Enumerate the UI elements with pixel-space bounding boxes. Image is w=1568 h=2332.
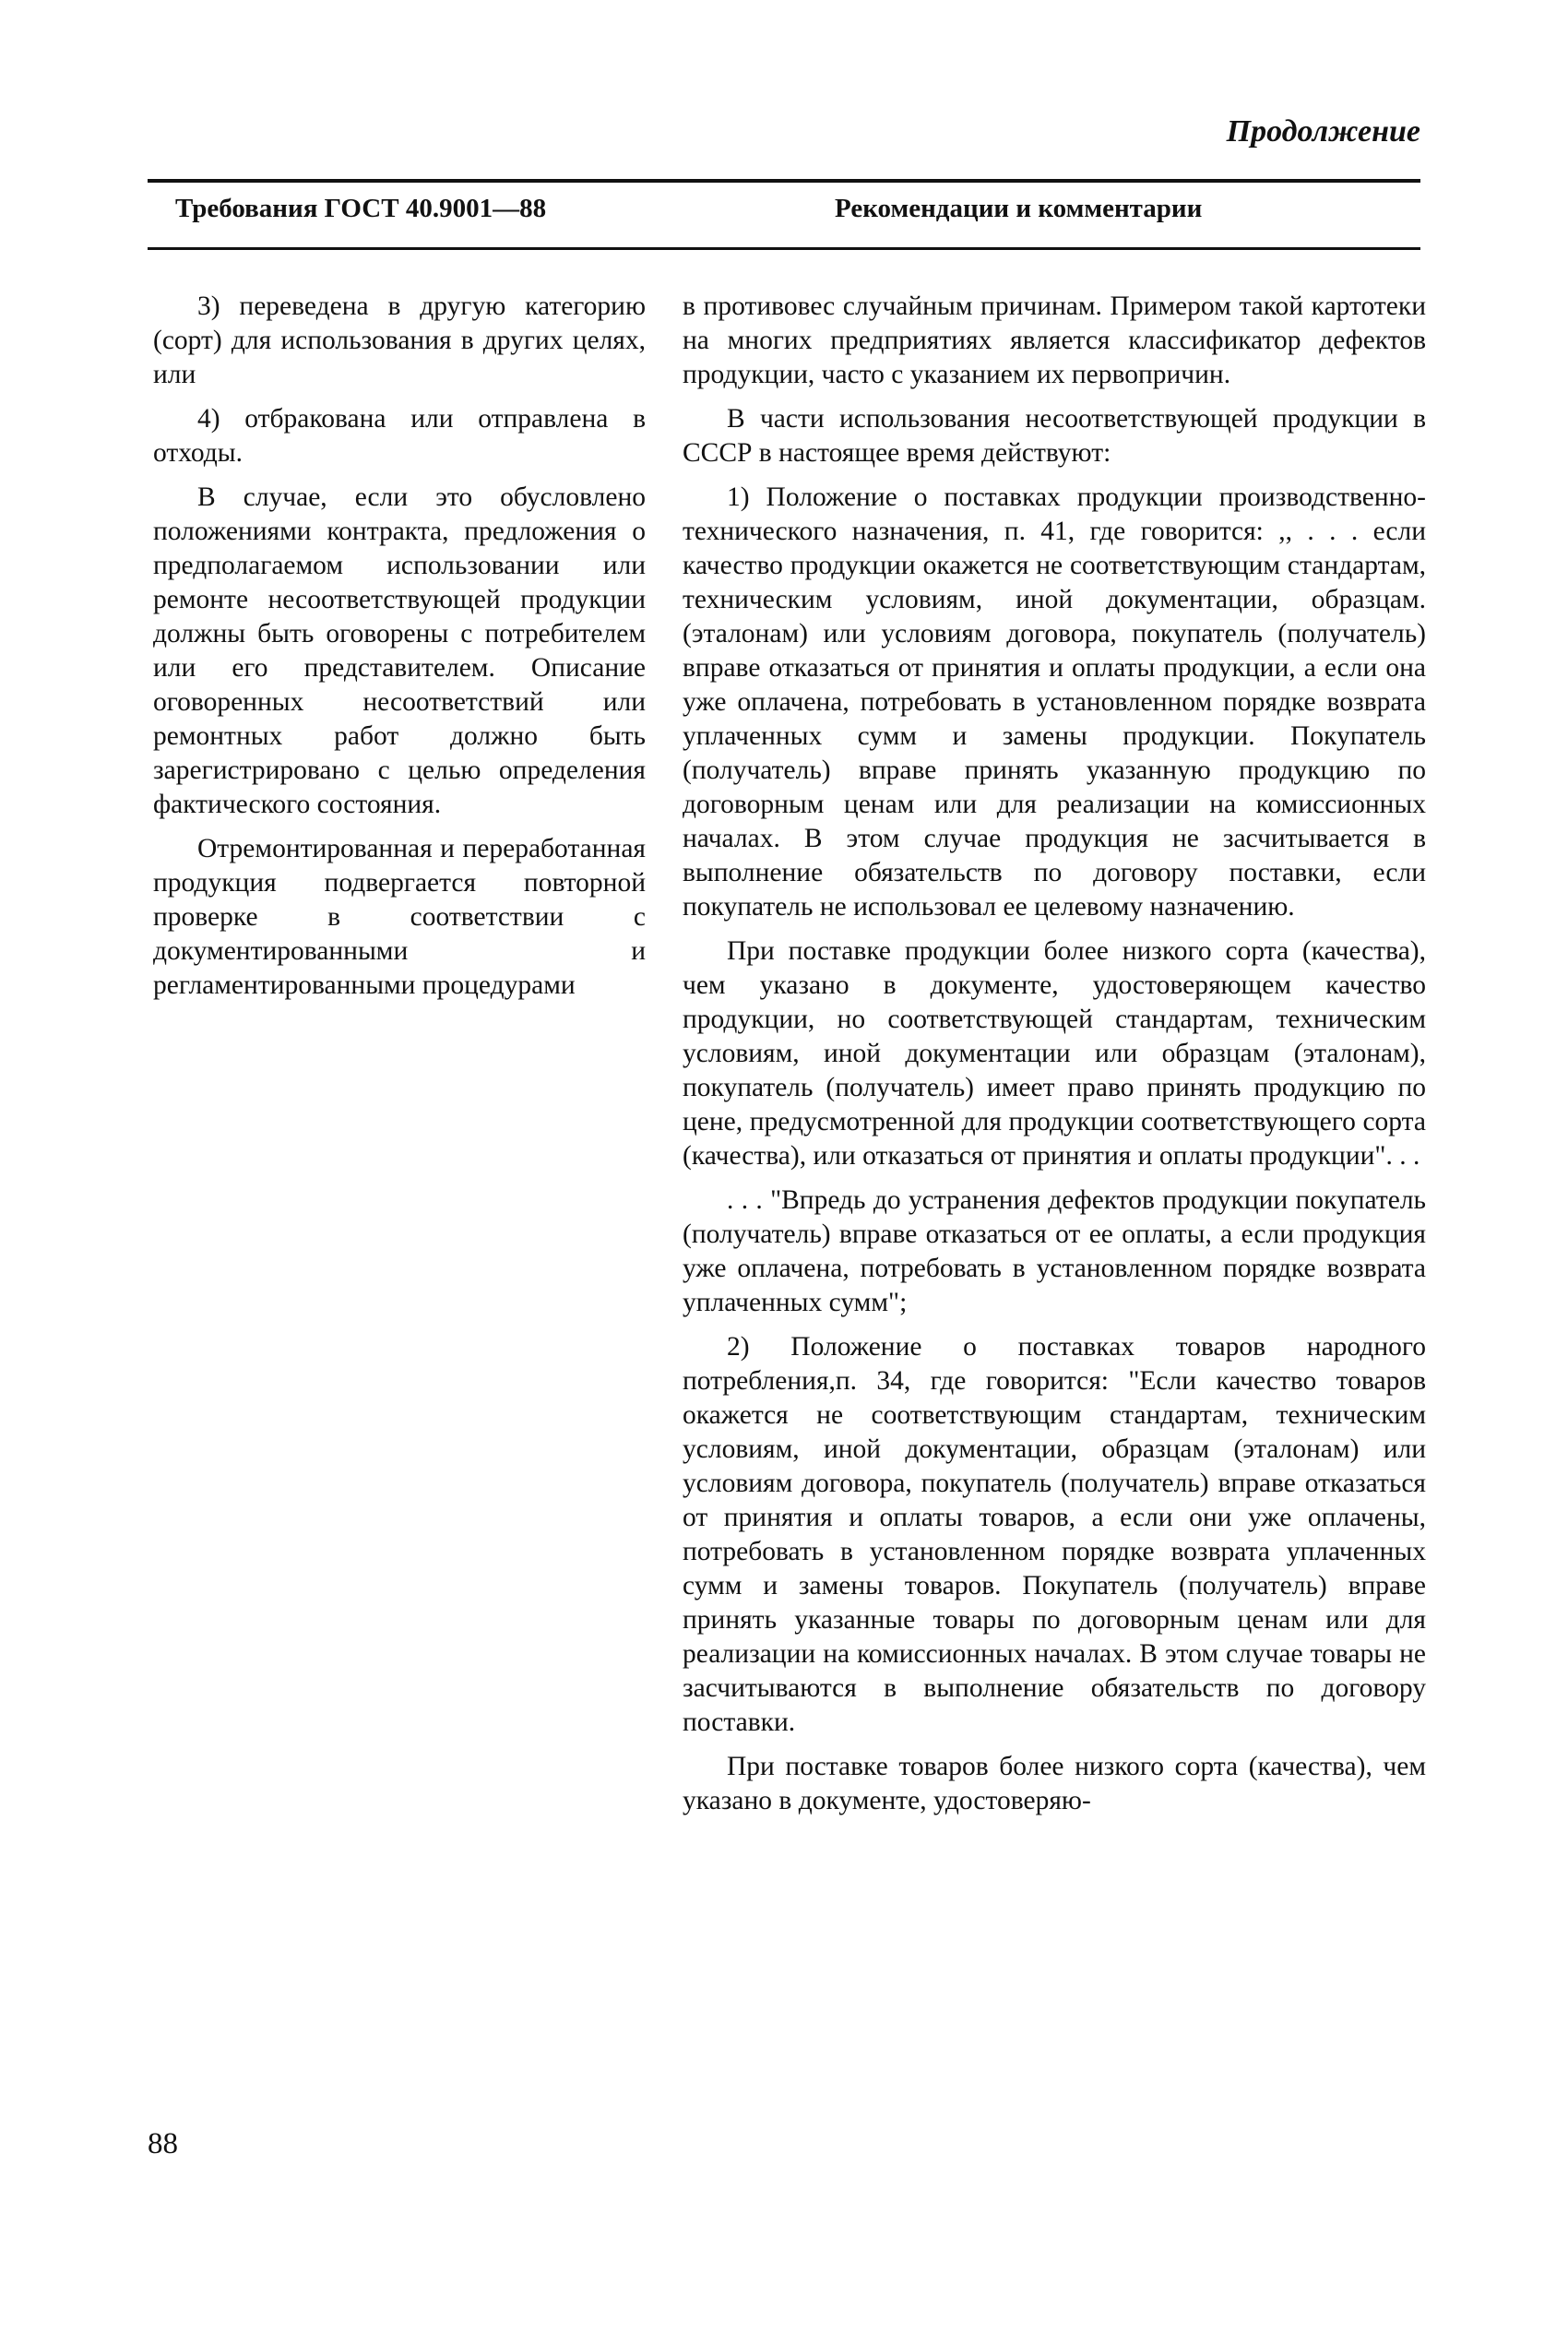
right-paragraph-7: При поставке товаров более низкого сорта (качества), чем указано в документе, удостоверяю- (683, 1752, 1426, 1815)
requirements-column (153, 290, 646, 1013)
header-top-rule (148, 179, 1420, 183)
right-paragraph-3: 1) Положение о поставках продукции производственно-технического назначения, п. 41, где говорится: ,, . . . если качество продукции окажется не соответствующим стандартам, техническим условиям, иной документации, образцам. (эталонам) или условиям договора, покупатель (получатель) вправе отказаться от принятия и оплаты продукции, а если она уже оплачена, потребовать в установленном порядке возврата уплаченных сумм и замены продукции. Покупатель (получатель) вправе принять указанную продукцию по договорным ценам или для реализации на комиссионных началах. В этом случае продукция не засчитывается в выполнение обязательств по договору поставки, если покупатель не использовал ее целевому назначению. (683, 482, 1426, 922)
page-number: 88 (148, 2127, 178, 2160)
right-column-heading: Рекомендации и комментарии (835, 194, 1203, 223)
left-column-heading: Требования ГОСТ 40.9001—88 (175, 194, 547, 223)
left-paragraph-3: В случае, если это обусловлено положениями контракта, предложения о предполагаемом использовании или ремонте несоответствующей продукции должны быть оговорены с потребителем или его представителем. Описание оговоренных несоответствий или ремонтных работ должно быть зарегистрировано с целью определения фактического состояния. (153, 482, 646, 819)
right-paragraph-1: в противовес случайным причинам. Примером такой картотеки на многих предприятиях является классификатор дефектов продукции, часто с указанием их первопричин. (683, 292, 1426, 389)
left-paragraph-4: Отремонтированная и переработанная продукция подвергается повторной проверке в соответствии с документированными и регламентированными процедурами (153, 834, 646, 1000)
right-paragraph-6: 2) Положение о поставках товаров народного потребления,п. 34, где говорится: "Если качество товаров окажется не соответствующим стандартам, техническим условиям, иной документации, образцам (эталонам) или условиям договора, покупатель (получатель) вправе отказаться от принятия и оплаты товаров, а если они уже оплачены, потребовать в установленном порядке возврата уплаченных сумм и замены товаров. Покупатель (получатель) вправе принять указанные товары по договорным ценам или для реализации на комиссионных началах. В этом случае товары не засчитываются в выполнение обязательств по договору поставки. (683, 1332, 1426, 1737)
left-paragraph-2: 4) отбракована или отправлена в отходы. (153, 404, 646, 468)
right-paragraph-4: При поставке продукции более низкого сорта (качества), чем указано в документе, удостоверяющем качество продукции, но соответствующей стандартам, техническим условиям, иной документации или образцам (эталонам), покупатель (получатель) имеет право принять продукцию по цене, предусмотренной для продукции соответствующего сорта (качества), или отказаться от принятия и оплаты продукции". . . (683, 936, 1426, 1171)
header-bottom-rule (148, 247, 1420, 250)
right-paragraph-5: . . . "Впредь до устранения дефектов продукции покупатель (получатель) вправе отказаться от ее оплаты, а если продукция уже оплачена, потребовать в установленном порядке возврата уплаченных сумм"; (683, 1185, 1426, 1317)
right-paragraph-2: В части использования несоответствующей продукции в СССР в настоящее время действуют: (683, 404, 1426, 468)
left-paragraph-1: 3) переведена в другую категорию (сорт) для использования в других целях, или (153, 292, 646, 389)
recommendations-column (683, 290, 1426, 1828)
continuation-label: Продолжение (1226, 114, 1420, 149)
